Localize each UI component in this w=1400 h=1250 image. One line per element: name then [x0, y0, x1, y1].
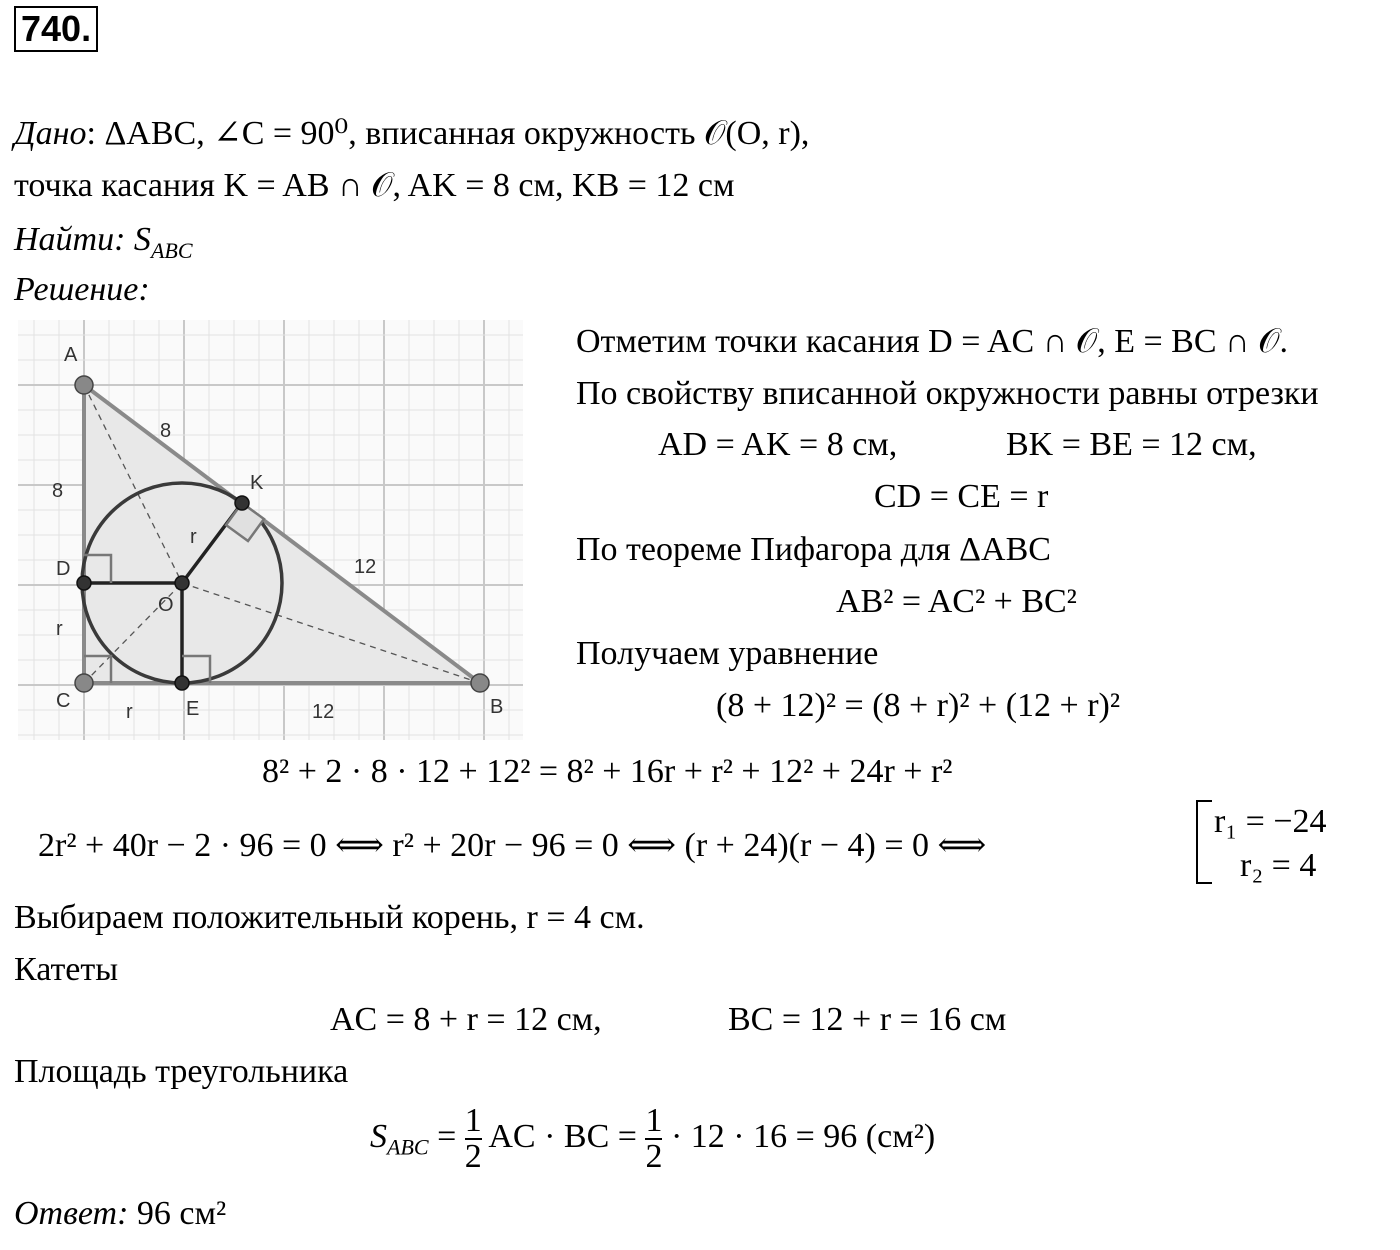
find-line — [14, 220, 193, 271]
label-b: B — [490, 696, 504, 718]
label-ce: r — [126, 701, 133, 723]
label-ak: 8 — [160, 420, 172, 442]
equation-expanded: 8² + 2 · 8 · 12 + 12² = 8² + 16r + r² + 12² + 24r + r² — [262, 753, 953, 790]
rc-line-7: Получаем уравнение — [576, 635, 879, 672]
label-k: K — [250, 472, 264, 494]
label-dc: r — [56, 618, 63, 640]
leg-bc: BC = 12 + r = 16 см — [728, 1001, 1007, 1038]
rc-line-8: (8 + 12)² = (8 + r)² + (12 + r)² — [716, 687, 1121, 724]
label-d: D — [56, 558, 71, 580]
triangle-figure — [0, 315, 530, 745]
area-sub: ABC — [387, 1134, 429, 1160]
label-eb: 12 — [312, 701, 335, 723]
point-o — [175, 576, 189, 590]
rc-line-1: Отметим точки касания D = AC ∩ 𝒪, E = BC ∩ 𝒪. — [576, 323, 1288, 360]
fraction-half-1: $\frac{1}{2}$ — [464, 1102, 482, 1175]
find-sub: ABC — [150, 237, 193, 263]
root-2: r₂ = 4 — [1240, 847, 1317, 884]
rc-line-3a: AD = AK = 8 см, — [658, 426, 898, 463]
rc-line-4: CD = CE = r — [874, 478, 1049, 515]
rc-line-2: По свойству вписанной окружности равны отрезки — [576, 375, 1319, 412]
area-tail: · 12 · 16 = 96 (см²) — [670, 1117, 936, 1155]
equation-quadratic: 2r² + 40r − 2 · 96 = 0 ⟺ r² + 20r − 96 = 0 ⟺ (r + 24)(r − 4) = 0 ⟺ — [38, 827, 987, 864]
roots-bracket — [1196, 800, 1212, 884]
solution-label: Решение: — [14, 271, 150, 308]
rc-line-3b: BK = BE = 12 см, — [1006, 426, 1257, 463]
given-line-2: точка касания K = AB ∩ 𝒪, AK = 8 см, KB = 12 см — [14, 167, 735, 204]
choose-root: Выбираем положительный корень, r = 4 см. — [14, 899, 645, 936]
point-a — [75, 376, 93, 394]
point-e — [175, 676, 189, 690]
label-e: E — [186, 698, 200, 720]
legs-label: Катеты — [14, 951, 119, 988]
leg-ac: AC = 8 + r = 12 см, — [330, 1001, 602, 1038]
answer-line — [14, 1194, 226, 1234]
point-c — [75, 674, 93, 692]
area-label: Площадь треугольника — [14, 1053, 349, 1090]
area-eq: = — [437, 1117, 457, 1155]
given-text: : ΔABC, ∠C = 90⁰, вписанная окружность 𝒪(O, r), — [86, 115, 810, 152]
given-label: Дано — [14, 115, 87, 152]
problem-number: 740. — [14, 6, 98, 52]
area-formula — [370, 1104, 935, 1174]
find-label: Найти — [14, 221, 115, 258]
answer-value: 96 см² — [136, 1195, 227, 1232]
area-mid: AC · BC = — [488, 1117, 637, 1155]
label-ok: r — [190, 526, 197, 548]
point-d — [77, 576, 91, 590]
rc-line-5: По теореме Пифагора для ΔABC — [576, 531, 1051, 568]
label-kb: 12 — [354, 556, 377, 578]
area-s: S — [370, 1117, 387, 1155]
answer-label: Ответ: — [14, 1195, 129, 1232]
given-line-1 — [14, 114, 809, 154]
fraction-half-2: $\frac{1}{2}$ — [645, 1102, 663, 1175]
root-1: r₁ = −24 — [1214, 803, 1327, 840]
label-c: C — [56, 690, 71, 712]
find-text: : S — [114, 221, 151, 258]
point-k — [235, 496, 249, 510]
label-o: O — [158, 594, 174, 616]
label-a: A — [64, 344, 78, 366]
label-ad: 8 — [52, 480, 64, 502]
point-b — [471, 674, 489, 692]
rc-line-6: AB² = AC² + BC² — [836, 583, 1077, 620]
